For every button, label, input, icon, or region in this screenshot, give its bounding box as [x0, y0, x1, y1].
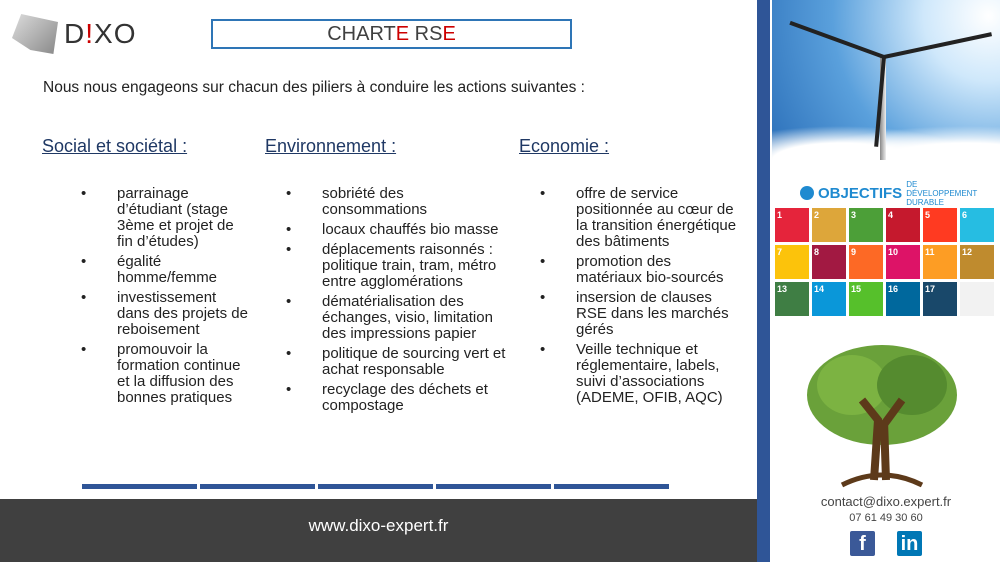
list-item: • parrainage d’étudiant (stage 3ème et projet de fin d’études) [117, 186, 252, 250]
sdg-header [800, 181, 978, 205]
sdg-tile: 8 [812, 245, 846, 279]
list-item: • égalité homme/femme [117, 254, 252, 286]
sdg-tile: 11 [923, 245, 957, 279]
sdg-tile: 7 [775, 245, 809, 279]
contact-email[interactable]: contact@dixo.expert.fr [820, 494, 952, 509]
linkedin-icon[interactable]: in [897, 531, 922, 556]
sdg-tile [960, 282, 994, 316]
horse-logo-icon [12, 14, 58, 54]
sdg-tile: 13 [775, 282, 809, 316]
sdg-tile: 15 [849, 282, 883, 316]
title-part: CHART [327, 23, 396, 45]
sdg-tile: 14 [812, 282, 846, 316]
tree-image [802, 340, 962, 490]
list-item: • offre de service positionnée au cœur de la transition énergétique des bâtiments [576, 186, 741, 250]
sdg-grid [775, 208, 994, 316]
sdg-tile: 5 [923, 208, 957, 242]
list-item: • locaux chauffés bio masse [322, 222, 512, 238]
list-item: • recyclage des déchets et compostage [322, 382, 512, 414]
sdg-tile: 16 [886, 282, 920, 316]
intro-text: Nous nous engageons sur chacun des piliers à conduire les actions suivantes : [43, 79, 585, 96]
logo-text: D [64, 18, 86, 49]
sdg-tile: 10 [886, 245, 920, 279]
wind-turbine-image [772, 0, 1000, 160]
sdg-tile: 4 [886, 208, 920, 242]
list-item: • déplacements raisonnés : politique train, tram, métro entre agglomérations [322, 242, 512, 290]
side-stripe [757, 0, 770, 562]
sdg-tile: 3 [849, 208, 883, 242]
footer [0, 499, 757, 562]
list-item: • dématérialisation des échanges, visio, limitation des impressions papier [322, 294, 512, 342]
website-link[interactable]: www.dixo-expert.fr [308, 516, 449, 535]
list-item: • sobriété des consommations [322, 186, 512, 218]
list-item: • promotion des matériaux bio-sourcés [576, 254, 741, 286]
sdg-subtitle: DE DÉVELOPPEMENT DURABLE [906, 179, 978, 207]
item-list [117, 186, 252, 410]
divider-bars [82, 484, 669, 489]
sdg-tile: 6 [960, 208, 994, 242]
sdg-tile: 1 [775, 208, 809, 242]
item-list [322, 186, 512, 418]
column-heading: Environnement : [265, 136, 397, 156]
logo-mark: ! [85, 18, 95, 49]
title-part: E [442, 23, 456, 45]
sdg-tile: 17 [923, 282, 957, 316]
list-item: • insersion de clauses RSE dans les marchés gérés [576, 290, 741, 338]
list-item: • investissement dans des projets de reboisement [117, 290, 252, 338]
column-heading: Economie : [519, 136, 610, 156]
list-item: • Veille technique et réglementaire, labels, suivi d’associations (ADEME, OFIB, AQC) [576, 342, 741, 406]
sdg-tile: 9 [849, 245, 883, 279]
title-part: RS [409, 23, 443, 45]
item-list [576, 186, 741, 410]
list-item: • politique de sourcing vert et achat responsable [322, 346, 512, 378]
un-emblem-icon [800, 186, 814, 200]
sdg-title: OBJECTIFS [818, 184, 903, 202]
logo-text-end: XO [94, 18, 137, 49]
page-title [211, 19, 572, 49]
contact-phone: 07 61 49 30 60 [849, 512, 923, 524]
sdg-tile: 2 [812, 208, 846, 242]
facebook-icon[interactable]: f [850, 531, 875, 556]
dixo-logo [12, 14, 136, 54]
list-item: • promouvoir la formation continue et la diffusion des bonnes pratiques [117, 342, 252, 406]
title-part: E [395, 23, 410, 45]
column-heading: Social et sociétal : [42, 136, 188, 156]
sdg-tile: 12 [960, 245, 994, 279]
